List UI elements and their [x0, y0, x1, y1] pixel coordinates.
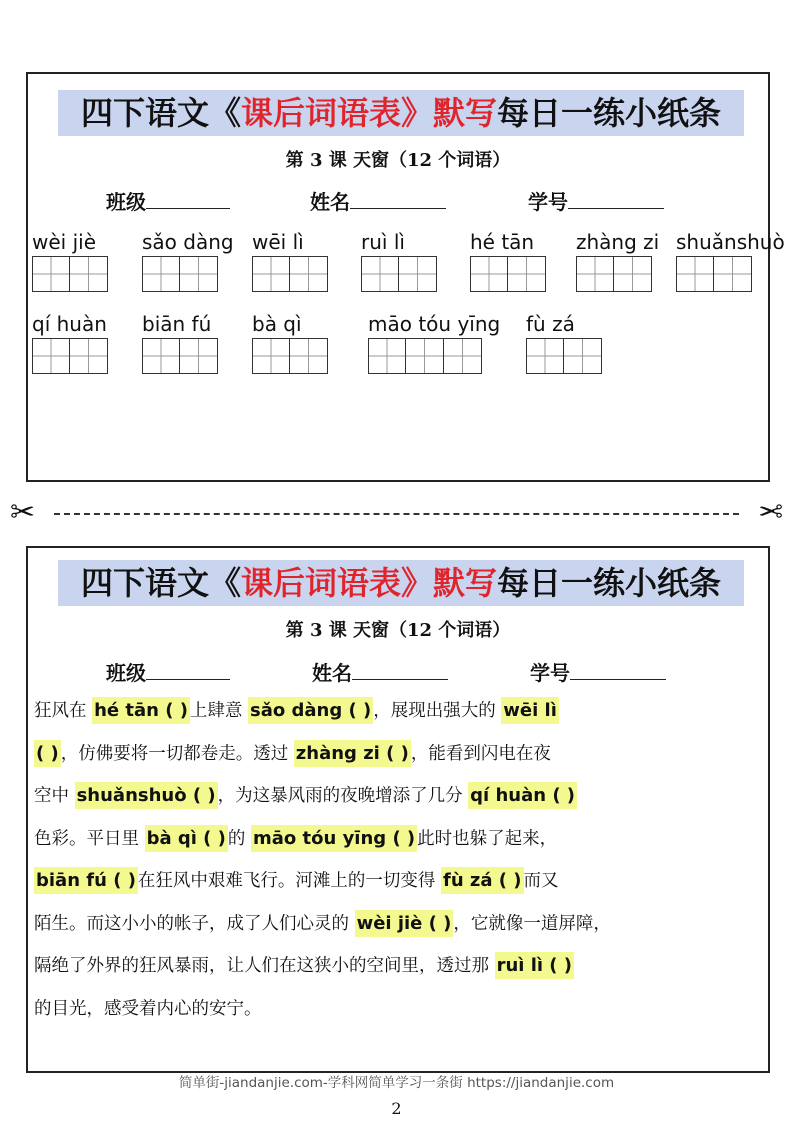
vocab-word: [32, 312, 108, 374]
scissors-icon: ✂: [10, 495, 36, 530]
passage-text: ，仿佛要将一切都卷走。透过: [60, 743, 294, 764]
passage-line: [34, 818, 764, 861]
pinyin-blank[interactable]: shuǎnshuò ( ): [75, 782, 218, 809]
tianzige-box[interactable]: [399, 256, 437, 292]
tianzige-box[interactable]: [444, 338, 482, 374]
passage-line: [34, 733, 764, 776]
vocab-word: [368, 312, 500, 374]
passage-text: 的目光，感受着内心的安宁。: [34, 998, 262, 1019]
passage-text: ，它就像一道屏障，: [453, 913, 611, 934]
title-part2: 每日一练小纸条: [497, 94, 722, 132]
scissors-icon: ✂: [757, 495, 783, 530]
pinyin-label: biān fú: [142, 312, 212, 336]
pinyin-blank[interactable]: qí huàn ( ): [468, 782, 577, 809]
vocab-word: [676, 230, 785, 292]
title-part1: 四下语文《: [80, 564, 241, 602]
pinyin-blank[interactable]: wèi jiè ( ): [355, 910, 454, 937]
passage-line: [34, 690, 764, 733]
pinyin-label: sǎo dàng: [142, 230, 234, 254]
tianzige-box[interactable]: [32, 256, 70, 292]
tianzige-box[interactable]: [290, 338, 328, 374]
vocab-word: [361, 230, 437, 292]
class-field: 班级: [106, 186, 230, 215]
pinyin-label: wēi lì: [252, 230, 304, 254]
writing-grid[interactable]: [32, 338, 108, 374]
tianzige-box[interactable]: [676, 256, 714, 292]
page-number: 2: [391, 1099, 402, 1118]
passage-line: [34, 775, 764, 818]
pinyin-blank[interactable]: biān fú ( ): [34, 867, 138, 894]
pinyin-blank[interactable]: fù zá ( ): [441, 867, 524, 894]
writing-grid[interactable]: [576, 256, 659, 292]
class-field: 班级: [106, 657, 230, 686]
tianzige-box[interactable]: [142, 256, 180, 292]
dashed-divider: [54, 513, 739, 515]
pinyin-blank[interactable]: hé tān ( ): [92, 697, 190, 724]
passage-text: 陌生。而这小小的帐子，成了人们心灵的: [34, 913, 355, 934]
tianzige-box[interactable]: [180, 338, 218, 374]
tianzige-box[interactable]: [614, 256, 652, 292]
vocab-word: [252, 312, 328, 374]
vocab-word: [142, 312, 218, 374]
number-field: 学号: [528, 186, 664, 215]
writing-grid[interactable]: [361, 256, 437, 292]
worksheet-title: [58, 560, 744, 606]
pinyin-blank[interactable]: wēi lì: [501, 697, 559, 724]
passage-text: 上肆意: [189, 701, 248, 721]
passage-line: [34, 903, 764, 946]
writing-grid[interactable]: [142, 338, 218, 374]
tianzige-box[interactable]: [470, 256, 508, 292]
passage-text: 空中: [34, 786, 75, 806]
title-red-part: 课后词语表》默写: [240, 94, 497, 132]
vocab-word: [526, 312, 602, 374]
footer-watermark: 简单街-jiandanjie.com-学科网简单学习一条街 https://jiandanjie.com: [178, 1075, 615, 1091]
passage-text: 色彩。平日里: [34, 828, 145, 849]
fill-in-passage: [34, 690, 764, 1030]
writing-grid[interactable]: [470, 256, 546, 292]
passage-line: [34, 860, 764, 903]
pinyin-blank[interactable]: ( ): [34, 740, 61, 767]
number-field: 学号: [530, 657, 666, 686]
passage-line: [34, 988, 764, 1031]
tianzige-box[interactable]: [252, 256, 290, 292]
passage-text: ，展现出强大的: [373, 701, 502, 721]
writing-grid[interactable]: [252, 256, 328, 292]
pinyin-blank[interactable]: māo tóu yīng ( ): [251, 825, 417, 852]
passage-text: 在狂风中艰难飞行。河滩上的一切变得: [137, 871, 441, 891]
pinyin-label: zhàng zi: [576, 230, 660, 254]
title-part2: 每日一练小纸条: [497, 564, 722, 602]
tianzige-box[interactable]: [142, 338, 180, 374]
pinyin-label: hé tān: [470, 230, 535, 254]
vocab-word: [142, 230, 234, 292]
tianzige-box[interactable]: [406, 338, 444, 374]
title-red-part: 课后词语表》默写: [240, 564, 497, 602]
passage-text: ，为这暴风雨的夜晚增添了几分: [217, 786, 469, 806]
pinyin-label: shuǎnshuò: [676, 230, 785, 254]
cut-line: [10, 495, 783, 530]
passage-text: 此时也躲了起来，: [417, 828, 558, 849]
pinyin-label: wèi jiè: [32, 230, 96, 254]
name-field: 姓名: [310, 186, 446, 215]
passage-line: [34, 945, 764, 988]
tianzige-box[interactable]: [252, 338, 290, 374]
worksheet-card-top: [26, 72, 785, 482]
writing-grid[interactable]: [676, 256, 785, 292]
tianzige-box[interactable]: [368, 338, 406, 374]
lesson-subtitle: 第 3 课 天窗（12 个词语）: [285, 620, 511, 641]
tianzige-box[interactable]: [526, 338, 564, 374]
pinyin-label: ruì lì: [361, 230, 405, 254]
pinyin-label: fù zá: [526, 312, 575, 336]
writing-grid[interactable]: [252, 338, 328, 374]
tianzige-box[interactable]: [32, 338, 70, 374]
tianzige-box[interactable]: [714, 256, 752, 292]
passage-text: ，能看到闪电在夜: [410, 743, 551, 764]
tianzige-box[interactable]: [290, 256, 328, 292]
pinyin-label: qí huàn: [32, 312, 107, 336]
worksheet-title: [58, 90, 744, 136]
passage-text: 狂风在: [34, 701, 93, 721]
writing-grid[interactable]: [32, 256, 108, 292]
tianzige-box[interactable]: [70, 256, 108, 292]
pinyin-blank[interactable]: zhàng zi ( ): [294, 740, 411, 767]
title-part1: 四下语文《: [80, 94, 241, 132]
writing-grid[interactable]: [526, 338, 602, 374]
tianzige-box[interactable]: [180, 256, 218, 292]
writing-grid[interactable]: [368, 338, 500, 374]
pinyin-blank[interactable]: ruì lì ( ): [495, 952, 574, 979]
lesson-subtitle: 第 3 课 天窗（12 个词语）: [285, 150, 511, 171]
tianzige-box[interactable]: [576, 256, 614, 292]
pinyin-label: māo tóu yīng: [368, 312, 501, 336]
tianzige-box[interactable]: [508, 256, 546, 292]
tianzige-box[interactable]: [564, 338, 602, 374]
tianzige-box[interactable]: [70, 338, 108, 374]
pinyin-blank[interactable]: bà qì ( ): [145, 825, 228, 852]
worksheet-card-bottom: [26, 546, 770, 1073]
tianzige-box[interactable]: [361, 256, 399, 292]
vocab-word: [470, 230, 546, 292]
name-field: 姓名: [312, 657, 448, 686]
passage-text: 而又: [523, 871, 559, 891]
vocab-word: [252, 230, 328, 292]
passage-text: 隔绝了外界的狂风暴雨，让人们在这狭小的空间里，透过那: [34, 956, 495, 976]
writing-grid[interactable]: [142, 256, 234, 292]
passage-text: 的: [227, 828, 251, 849]
pinyin-blank[interactable]: sǎo dàng ( ): [248, 697, 373, 724]
pinyin-label: bà qì: [252, 312, 302, 336]
vocab-word: [576, 230, 659, 292]
vocab-word: [32, 230, 108, 292]
